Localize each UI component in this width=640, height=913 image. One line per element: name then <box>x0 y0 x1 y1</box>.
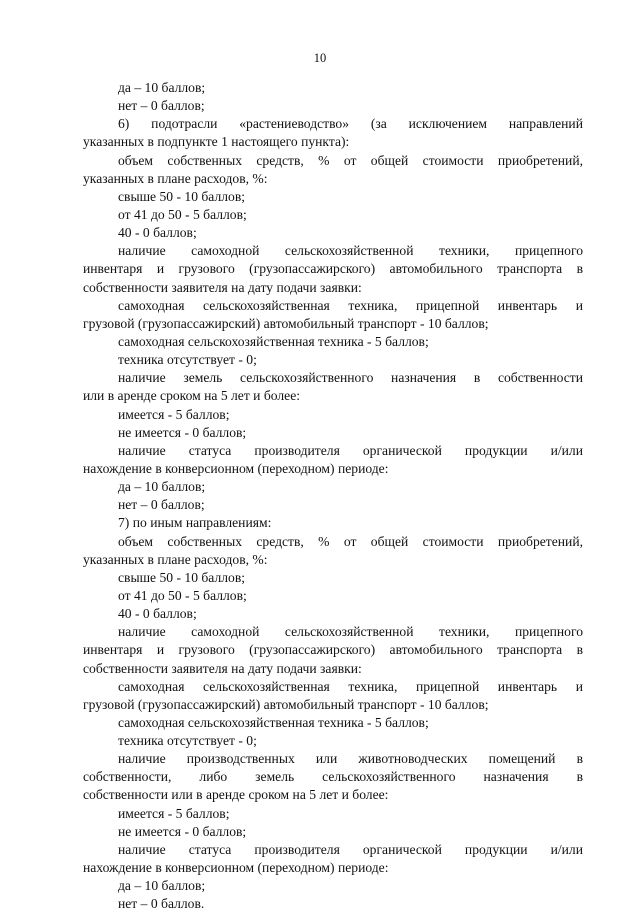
text-line: нет – 0 баллов. <box>118 896 205 912</box>
text-line: указанных в плане расходов, %: <box>83 170 268 186</box>
text-line: объем собственных средств, % от общей стоимости приобретений, <box>118 533 583 549</box>
text-line: наличие самоходной сельскохозяйственной техники, прицепного <box>118 243 583 259</box>
text-line: имеется - 5 баллов; <box>118 805 230 821</box>
page-number: 10 <box>313 51 327 65</box>
text-line: имеется - 5 баллов; <box>118 406 230 422</box>
text-line: собственности заявителя на дату подачи заявки: <box>83 279 362 295</box>
text-line: нахождение в конверсионном (переходном) периоде: <box>83 460 389 476</box>
document-body <box>83 79 583 913</box>
text-line: от 41 до 50 - 5 баллов; <box>118 587 247 603</box>
text-line: да – 10 баллов; <box>118 878 206 894</box>
text-line: от 41 до 50 - 5 баллов; <box>118 206 247 222</box>
text-line: наличие статуса производителя органической продукции и/или <box>118 442 583 458</box>
text-line: наличие земель сельскохозяйственного назначения в собственности <box>118 370 583 386</box>
text-line: указанных в плане расходов, %: <box>83 551 268 567</box>
text-line: наличие производственных или животноводческих помещений в <box>118 751 583 767</box>
text-line: техника отсутствует - 0; <box>118 352 257 368</box>
text-line: не имеется - 0 баллов; <box>118 823 247 839</box>
text-line: 7) по иным направлениям: <box>118 515 272 531</box>
text-line: нет – 0 баллов; <box>118 98 205 114</box>
text-line: да – 10 баллов; <box>118 479 206 495</box>
text-line: наличие самоходной сельскохозяйственной техники, прицепного <box>118 624 583 640</box>
text-line: не имеется - 0 баллов; <box>118 424 247 440</box>
text-line: собственности или в аренде сроком на 5 лет и более: <box>83 787 389 803</box>
text-line: 40 - 0 баллов; <box>118 225 197 241</box>
text-line: собственности, либо земель сельскохозяйственного назначения в <box>83 769 583 785</box>
text-line: самоходная сельскохозяйственная техника, прицепной инвентарь и <box>118 297 583 313</box>
text-line: инвентаря и грузового (грузопассажирского) автомобильного транспорта в <box>83 261 583 277</box>
text-line: нахождение в конверсионном (переходном) периоде: <box>83 860 389 876</box>
text-line: свыше 50 - 10 баллов; <box>118 569 246 585</box>
text-line: да – 10 баллов; <box>118 80 206 95</box>
text-line: грузовой (грузопассажирский) автомобильный транспорт - 10 баллов; <box>83 696 489 712</box>
text-line: 40 - 0 баллов; <box>118 606 197 622</box>
text-line: инвентаря и грузового (грузопассажирского) автомобильного транспорта в <box>83 642 583 658</box>
text-line: самоходная сельскохозяйственная техника, прицепной инвентарь и <box>118 678 583 694</box>
text-line: объем собственных средств, % от общей стоимости приобретений, <box>118 152 583 168</box>
text-line: собственности заявителя на дату подачи заявки: <box>83 660 362 676</box>
text-line: самоходная сельскохозяйственная техника - 5 баллов; <box>118 714 429 730</box>
text-line: техника отсутствует - 0; <box>118 733 257 749</box>
text-line: самоходная сельскохозяйственная техника - 5 баллов; <box>118 333 429 349</box>
text-line: 6) подотрасли «растениеводство» (за исключением направлений <box>118 116 583 132</box>
text-line: указанных в подпункте 1 настоящего пункта): <box>83 134 350 150</box>
text-line: или в аренде сроком на 5 лет и более: <box>83 388 301 404</box>
text-line: наличие статуса производителя органической продукции и/или <box>118 841 583 857</box>
text-line: грузовой (грузопассажирский) автомобильный транспорт - 10 баллов; <box>83 315 489 331</box>
text-line: нет – 0 баллов; <box>118 497 205 513</box>
text-line: свыше 50 - 10 баллов; <box>118 188 246 204</box>
